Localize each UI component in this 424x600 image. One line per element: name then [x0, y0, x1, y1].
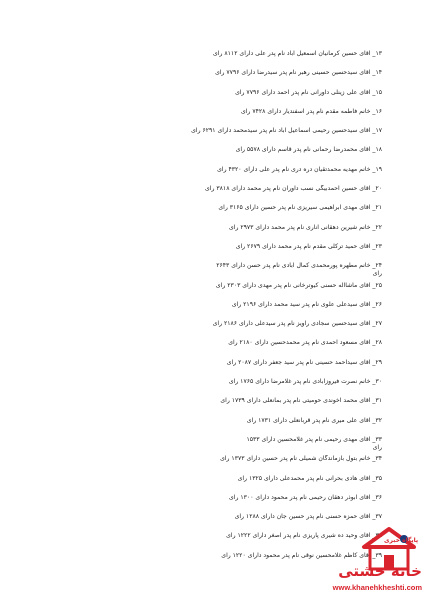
entry-continuation — [150, 97, 382, 108]
entry-line: ۱۷_ آقای سیدحسین رحیمی اسماعیل آباد نام پدر سیدمحمد دارای ۶۲۹۱ رای — [191, 127, 382, 135]
entry-line: ۲۶_ آقای سیدعلی علوی نام پدر سید محمد دارای ۲۱۹۶ رای — [231, 300, 382, 308]
results-list — [150, 50, 382, 571]
entry-line: ۳۸_ آقای وحید ده شیری پاریزی نام پدر اصغر دارای ۱۲۲۲ رای — [226, 532, 382, 540]
entry-continuation — [150, 463, 382, 474]
entry-line: ۳۱_ آقای محمد آخوندی حومیتی نام پدر بمانعلی دارای ۱۷۳۹ رای — [220, 397, 382, 405]
entry-line: ۱۴_ آقای سیدحسین حسینی رهبر نام پدر سیدرضا دارای ۷۷۹۶ رای — [215, 69, 382, 77]
entry-line: ۳۲_ آقای علی میری نام پدر قربانعلی دارای ۱۷۳۱ رای — [246, 416, 382, 424]
entry-line: ۲۳_ آقای حمید ترکلی مقدم نام پدر محمد دارای ۲۶۷۹ رای — [235, 242, 382, 250]
watermark-title: خانه خشتی — [338, 562, 422, 580]
entry-line: ۲۷_ آقای سیدحسین سجادی راویز نام پدر سیدعلی دارای ۲۱۸۶ رای — [212, 320, 382, 328]
entry-continuation — [150, 58, 382, 69]
entry-continuation — [150, 174, 382, 185]
entry-line: ۲۹_ آقای سیداحمد حسینی نام پدر سید جعفر دارای ۲۰۸۷ رای — [226, 358, 382, 366]
entry-continuation — [150, 232, 382, 243]
entry-line: ۳۰_ خانم نصرت فیروزآبادی نام پدر غلامرضا دارای ۱۷۶۵ رای — [228, 378, 382, 386]
entry-continuation — [150, 425, 382, 436]
entry-continuation — [150, 290, 382, 301]
entry-continuation — [150, 193, 382, 204]
entry-line: ۳۳_ آقای مهدی رحیمی نام پدر غلامحسین دارای ۱۵۳۳ — [246, 435, 382, 443]
entry-continuation — [150, 154, 382, 165]
entry-continuation — [150, 135, 382, 146]
entry-line: ۲۵_ آقای ماشااله حسنی کیوترخانی نام پدر مهدی دارای ۲۳۰۳ رای — [215, 281, 382, 289]
entry-line: ۳۷_ آقای حمزه حسنی نام پدر حسین جان دارای ۱۲۸۸ رای — [234, 513, 382, 521]
entry-line: ۲۰_ آقای حسین احمدبیگی نسب داوران نام پدر محمد دارای ۳۸۱۸ رای — [205, 185, 382, 193]
entry-line: ۲۱_ آقای مهدی ابراهیمی سیریزی نام پدر حسین دارای ۳۱۶۵ رای — [218, 204, 382, 212]
entry-line: ۲۸_ آقای مسعود احمدی نام پدر محمدحسین دارای ۲۱۸۰ رای — [228, 339, 382, 347]
entry-continuation: رای — [372, 270, 382, 278]
entry-continuation — [150, 77, 382, 88]
entry-continuation: رای — [372, 443, 382, 451]
entry-continuation — [150, 116, 382, 127]
watermark — [312, 525, 422, 597]
entry-line: ۱۸_ آقای محمدرضا رحمانی نام پدر قاسم دارای ۵۵۷۸ رای — [235, 146, 382, 154]
entry-line: ۱۳_ آقای حسین کرمانیان اسمعیل آباد نام پدر علی دارای ۸۱۱۲ رای — [213, 50, 382, 57]
entry-line: ۳۵_ آقای هادی بحرانی نام پدر محمدعلی دارای ۱۳۲۵ رای — [237, 474, 382, 482]
entry-continuation — [150, 367, 382, 378]
entry-continuation — [150, 328, 382, 339]
entry-line: ۱۶_ خانم فاطمه مقدم نام پدر اسفندیار دارای ۷۴۲۸ رای — [240, 107, 382, 115]
entry-continuation — [150, 309, 382, 320]
entry-line: ۳۶_ آقای ابوذر دهقان رحیمی نام پدر محمود دارای ۱۳۰۰ رای — [229, 493, 382, 501]
entry-continuation — [150, 502, 382, 513]
entry-continuation — [150, 251, 382, 262]
entry-continuation — [150, 405, 382, 416]
entry-line: ۳۴_ خانم بتول بازماندگان شمیلی نام پدر حسین دارای ۱۳۷۳ رای — [220, 455, 382, 463]
entry-line: ۱۹_ خانم مهدیه محمدتقیان دره دری نام پدر علی دارای ۴۳۲۰ رای — [217, 165, 382, 173]
entry-line: ۱۵_ آقای علی زینلی داورانی نام پدر احمد دارای ۷۷۹۶ رای — [235, 88, 382, 96]
entry-continuation — [150, 386, 382, 397]
entry-continuation — [150, 483, 382, 494]
entry-continuation — [150, 212, 382, 223]
entry-continuation — [150, 347, 382, 358]
entry-line: ۲۲_ خانم شیرین دهقانی اناری نام پدر محمد دارای ۲۹۷۳ رای — [229, 223, 382, 231]
watermark-subtitle: پایگاه خبری — [384, 537, 419, 544]
entry-line: ۳۹_ آقای کاظم غلامحسین نوقی نام پدر محمود دارای ۱۲۲۰ رای — [221, 551, 382, 559]
watermark-url: www.khanehkheshti.com — [332, 583, 422, 592]
entry-line: ۲۴_ خانم مطهره پورمحمدی کمال آبادی نام پدر حسن دارای ۲۶۴۳ — [216, 262, 382, 270]
